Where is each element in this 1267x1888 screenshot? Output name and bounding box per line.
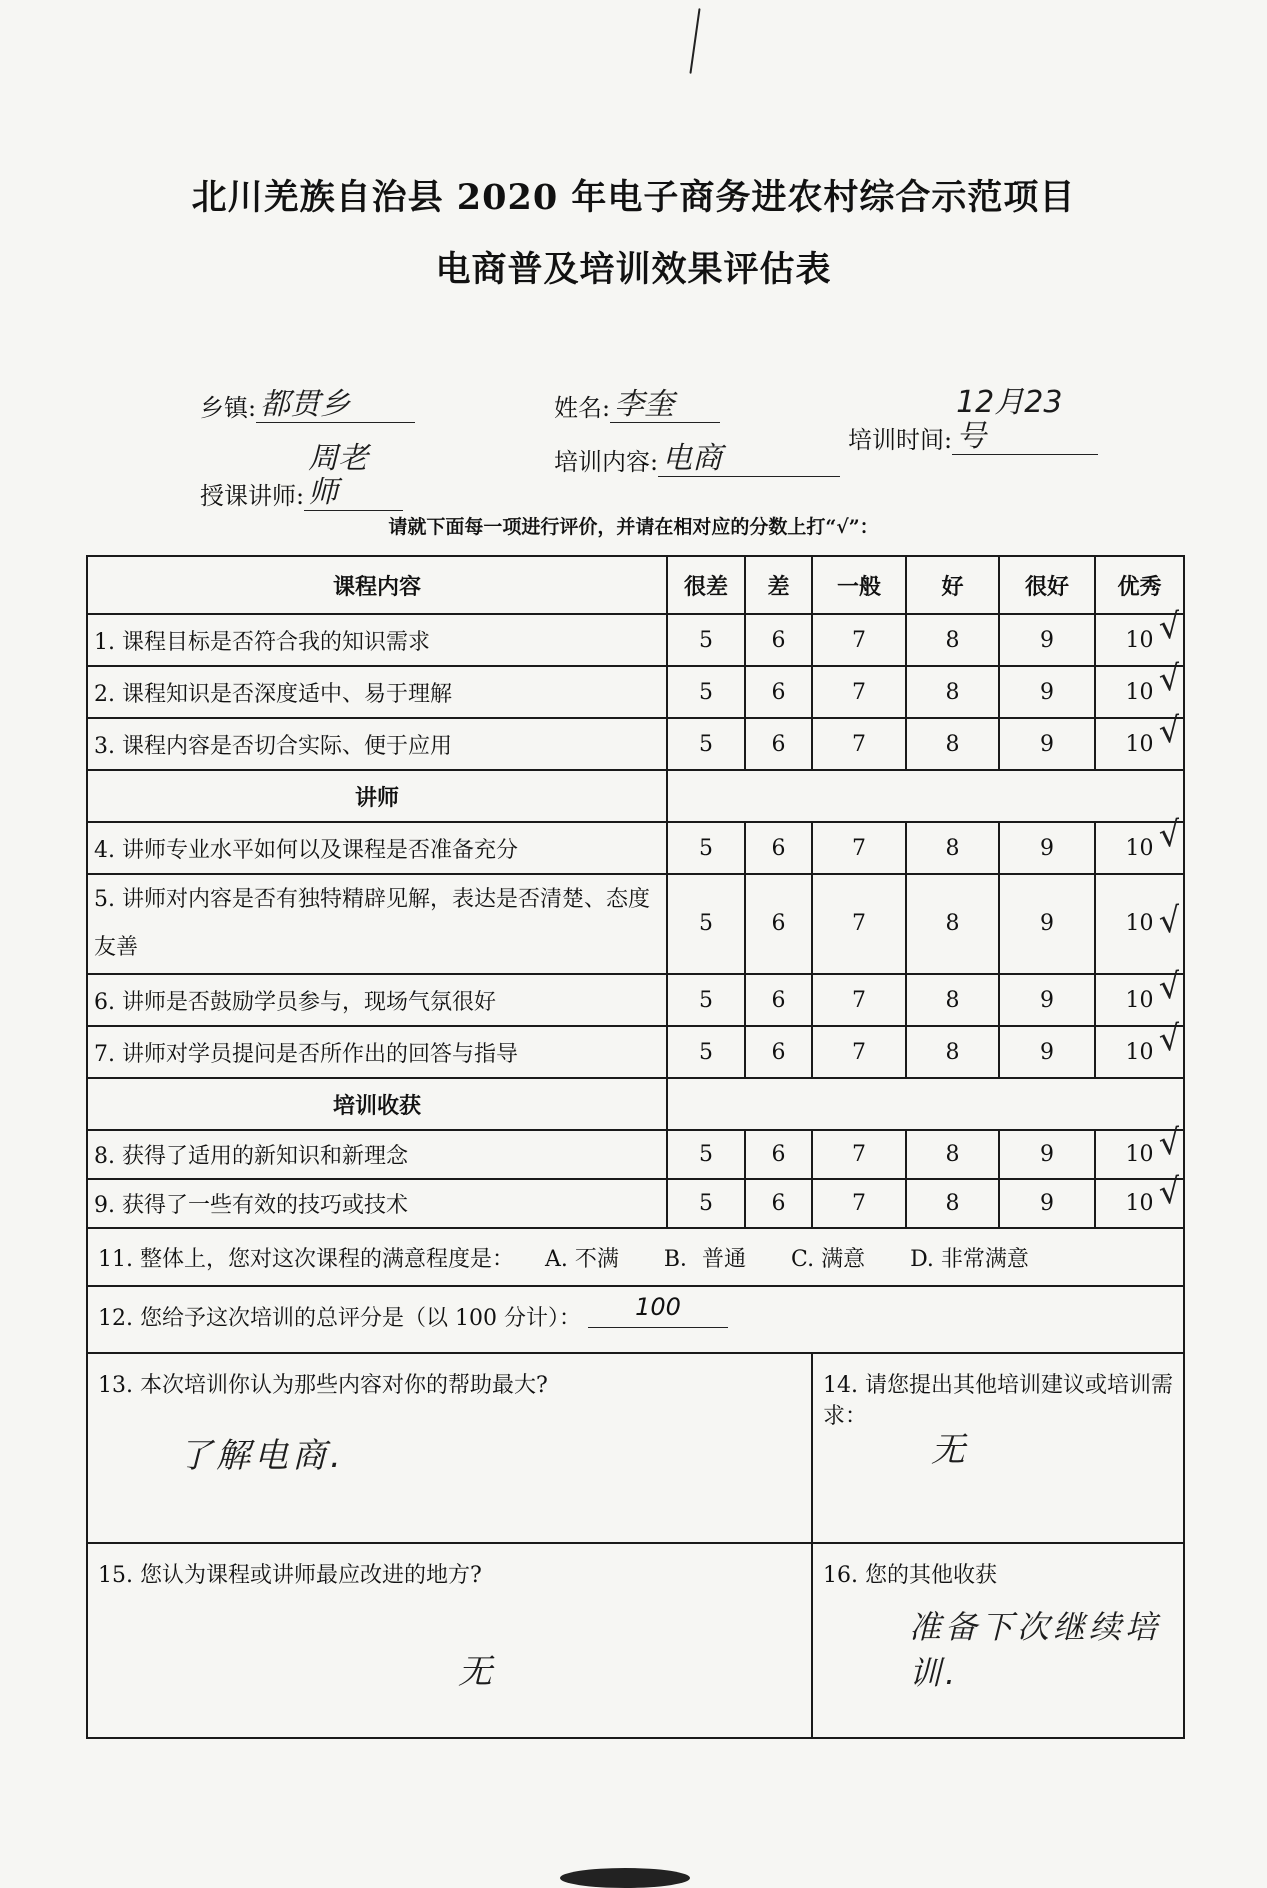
section-blank: [667, 1078, 1184, 1130]
score-cell[interactable]: 6: [745, 822, 812, 874]
option-a[interactable]: A. 不满: [544, 1246, 619, 1272]
town-field: [200, 388, 415, 423]
question-13-label: 13. 本次培训你认为那些内容对你的帮助最大?: [98, 1373, 548, 1398]
score-cell-selected[interactable]: [1095, 1170, 1184, 1228]
name-label: 姓名:: [554, 394, 611, 422]
score-cell[interactable]: 5: [667, 718, 745, 770]
option-b[interactable]: B．普通: [663, 1246, 747, 1272]
question-16-label: 16. 您的其他收获: [823, 1563, 997, 1588]
form-title: 北川羌族自治县 2020 年电子商务进农村综合示范项目: [191, 177, 1076, 218]
score-cell[interactable]: 6: [745, 614, 812, 666]
check-mark-icon: √: [1157, 899, 1184, 943]
header-very-good: 很好: [999, 556, 1095, 614]
score-cell[interactable]: 9: [999, 874, 1095, 974]
score-cell[interactable]: 7: [812, 666, 906, 718]
score-cell[interactable]: 7: [812, 1179, 906, 1228]
score-cell[interactable]: 7: [812, 874, 906, 974]
score-cell[interactable]: 5: [667, 1179, 745, 1228]
question-16-box: [812, 1543, 1184, 1738]
table-row: [87, 974, 1184, 1026]
score-cell[interactable]: 6: [745, 666, 812, 718]
check-mark-icon: √: [1157, 1121, 1184, 1165]
score-cell[interactable]: 8: [906, 1130, 999, 1179]
name-value[interactable]: 李奎: [610, 388, 720, 423]
score-value: 10: [1125, 731, 1154, 757]
score-cell[interactable]: 7: [812, 1130, 906, 1179]
name-field: [554, 388, 720, 423]
score-cell[interactable]: 9: [999, 822, 1095, 874]
question-15-box: [87, 1543, 812, 1738]
open-questions-row: [87, 1543, 1184, 1738]
header-excellent: 优秀: [1095, 556, 1184, 614]
score-value: 10: [1125, 835, 1154, 861]
score-cell[interactable]: 9: [999, 1026, 1095, 1078]
lecturer-field: [200, 442, 403, 511]
option-c[interactable]: C. 满意: [791, 1246, 866, 1272]
score-cell[interactable]: 5: [667, 1026, 745, 1078]
question-5: 5. 讲师对内容是否有独特精辟见解，表达是否清楚、态度友善: [87, 874, 667, 974]
town-label: 乡镇:: [200, 394, 257, 422]
score-cell[interactable]: 7: [812, 614, 906, 666]
score-cell[interactable]: 6: [745, 974, 812, 1026]
header-good: 好: [906, 556, 999, 614]
score-cell[interactable]: 6: [745, 718, 812, 770]
score-value: 10: [1125, 987, 1154, 1013]
question-9: 9. 获得了一些有效的技巧或技术: [87, 1179, 667, 1228]
score-value: 10: [1125, 1142, 1154, 1167]
score-cell[interactable]: 8: [906, 666, 999, 718]
section-row: [87, 1078, 1184, 1130]
question-14-answer[interactable]: 无: [931, 1430, 969, 1470]
table-row: [87, 666, 1184, 718]
score-cell-selected[interactable]: [1095, 709, 1184, 770]
score-cell[interactable]: 9: [999, 666, 1095, 718]
training-time-field: [848, 386, 1098, 455]
table-row: [87, 1179, 1184, 1228]
training-time-value[interactable]: 12月23号: [952, 386, 1098, 455]
table-row: [87, 822, 1184, 874]
question-1: 1. 课程目标是否符合我的知识需求: [87, 614, 667, 666]
table-row: [87, 614, 1184, 666]
header-poor: 差: [745, 556, 812, 614]
table-row: [87, 1130, 1184, 1179]
page-edge-mark: [560, 1868, 690, 1888]
question-7: 7. 讲师对学员提问是否所作出的回答与指导: [87, 1026, 667, 1078]
question-8: 8. 获得了适用的新知识和新理念: [87, 1130, 667, 1179]
total-score-question: [87, 1286, 1184, 1353]
question-14-box: [812, 1353, 1184, 1543]
question-14-label: 14. 请您提出其他培训建议或培训需求：: [823, 1373, 1173, 1429]
evaluation-table: [86, 555, 1185, 1739]
question-13-answer[interactable]: 了解电商.: [178, 1436, 345, 1476]
town-value[interactable]: 都贯乡: [256, 388, 415, 423]
score-cell[interactable]: 5: [667, 1130, 745, 1179]
check-mark-icon: √: [1157, 965, 1184, 1009]
score-cell[interactable]: 7: [812, 718, 906, 770]
score-cell[interactable]: 7: [812, 974, 906, 1026]
total-score-value[interactable]: 100: [588, 1293, 728, 1328]
training-content-value[interactable]: 电商: [658, 442, 840, 477]
score-cell[interactable]: 8: [906, 1026, 999, 1078]
training-time-label: 培训时间:: [848, 426, 953, 454]
check-mark-icon: √: [1157, 813, 1184, 857]
satisfaction-row: [87, 1228, 1184, 1286]
score-cell-selected[interactable]: [1095, 813, 1184, 874]
header-course-content: 课程内容: [87, 556, 667, 614]
check-mark-icon: √: [1157, 1170, 1184, 1214]
pen-stroke-mark: [689, 8, 700, 74]
question-4: 4. 讲师专业水平如何以及课程是否准备充分: [87, 822, 667, 874]
instruction-text: 请就下面每一项进行评价，并请在相对应的分数上打“√”：: [388, 516, 879, 538]
satisfaction-question: [87, 1228, 1184, 1286]
score-cell[interactable]: 9: [999, 718, 1095, 770]
score-value: 10: [1125, 911, 1154, 936]
training-content-label: 培训内容:: [554, 448, 659, 476]
question-3: 3. 课程内容是否切合实际、便于应用: [87, 718, 667, 770]
question-16-answer[interactable]: 准备下次继续培训.: [909, 1608, 1162, 1692]
score-cell[interactable]: 6: [745, 1130, 812, 1179]
score-cell[interactable]: 7: [812, 1026, 906, 1078]
section-blank: [667, 770, 1184, 822]
score-cell[interactable]: 8: [906, 822, 999, 874]
score-cell[interactable]: 9: [999, 1179, 1095, 1228]
score-cell[interactable]: 9: [999, 974, 1095, 1026]
open-questions-row: [87, 1353, 1184, 1543]
question-15-answer[interactable]: 无: [458, 1652, 496, 1692]
score-cell-selected[interactable]: [1095, 874, 1184, 974]
score-cell[interactable]: 6: [745, 874, 812, 974]
score-cell[interactable]: 5: [667, 974, 745, 1026]
section-training-gain: 培训收获: [87, 1078, 667, 1130]
table-row: [87, 1026, 1184, 1078]
score-cell[interactable]: 6: [745, 1026, 812, 1078]
score-cell[interactable]: 8: [906, 718, 999, 770]
score-cell[interactable]: 5: [667, 614, 745, 666]
score-cell[interactable]: 8: [906, 974, 999, 1026]
lecturer-label: 授课讲师:: [200, 482, 305, 510]
score-cell[interactable]: 8: [906, 614, 999, 666]
check-mark-icon: √: [1157, 1017, 1184, 1061]
question-15-label: 15. 您认为课程或讲师最应改进的地方?: [98, 1563, 482, 1588]
score-cell[interactable]: 5: [667, 666, 745, 718]
section-lecturer: 讲师: [87, 770, 667, 822]
score-cell[interactable]: 7: [812, 822, 906, 874]
table-row: [87, 874, 1184, 974]
score-cell[interactable]: 6: [745, 1179, 812, 1228]
score-cell[interactable]: 8: [906, 1179, 999, 1228]
lecturer-value[interactable]: 周老师: [304, 442, 403, 511]
header-average: 一般: [812, 556, 906, 614]
score-cell[interactable]: 5: [667, 822, 745, 874]
table-row: [87, 718, 1184, 770]
header-very-poor: 很差: [667, 556, 745, 614]
check-mark-icon: √: [1157, 605, 1184, 649]
score-value: 10: [1125, 679, 1154, 705]
score-cell[interactable]: 5: [667, 874, 745, 974]
score-cell[interactable]: 9: [999, 1130, 1095, 1179]
check-mark-icon: √: [1157, 709, 1184, 753]
total-score-label: 12. 您给予这次培训的总评分是（以 100 分计）：: [98, 1306, 581, 1331]
table-header-row: [87, 556, 1184, 614]
score-cell-selected[interactable]: [1095, 1017, 1184, 1078]
satisfaction-label: 11. 整体上，您对这次课程的满意程度是：: [98, 1246, 514, 1272]
score-cell[interactable]: 8: [906, 874, 999, 974]
score-value: 10: [1125, 1039, 1154, 1065]
score-value: 10: [1125, 1191, 1154, 1216]
score-value: 10: [1125, 627, 1154, 653]
check-mark-icon: √: [1157, 657, 1184, 701]
section-row: [87, 770, 1184, 822]
option-d[interactable]: D. 非常满意: [910, 1246, 1029, 1272]
question-2: 2. 课程知识是否深度适中、易于理解: [87, 666, 667, 718]
total-score-row: [87, 1286, 1184, 1353]
question-13-box: [87, 1353, 812, 1543]
training-content-field: [554, 442, 840, 477]
question-6: 6. 讲师是否鼓励学员参与，现场气氛很好: [87, 974, 667, 1026]
score-cell[interactable]: 9: [999, 614, 1095, 666]
form-subtitle: 电商普及培训效果评估表: [435, 249, 832, 290]
